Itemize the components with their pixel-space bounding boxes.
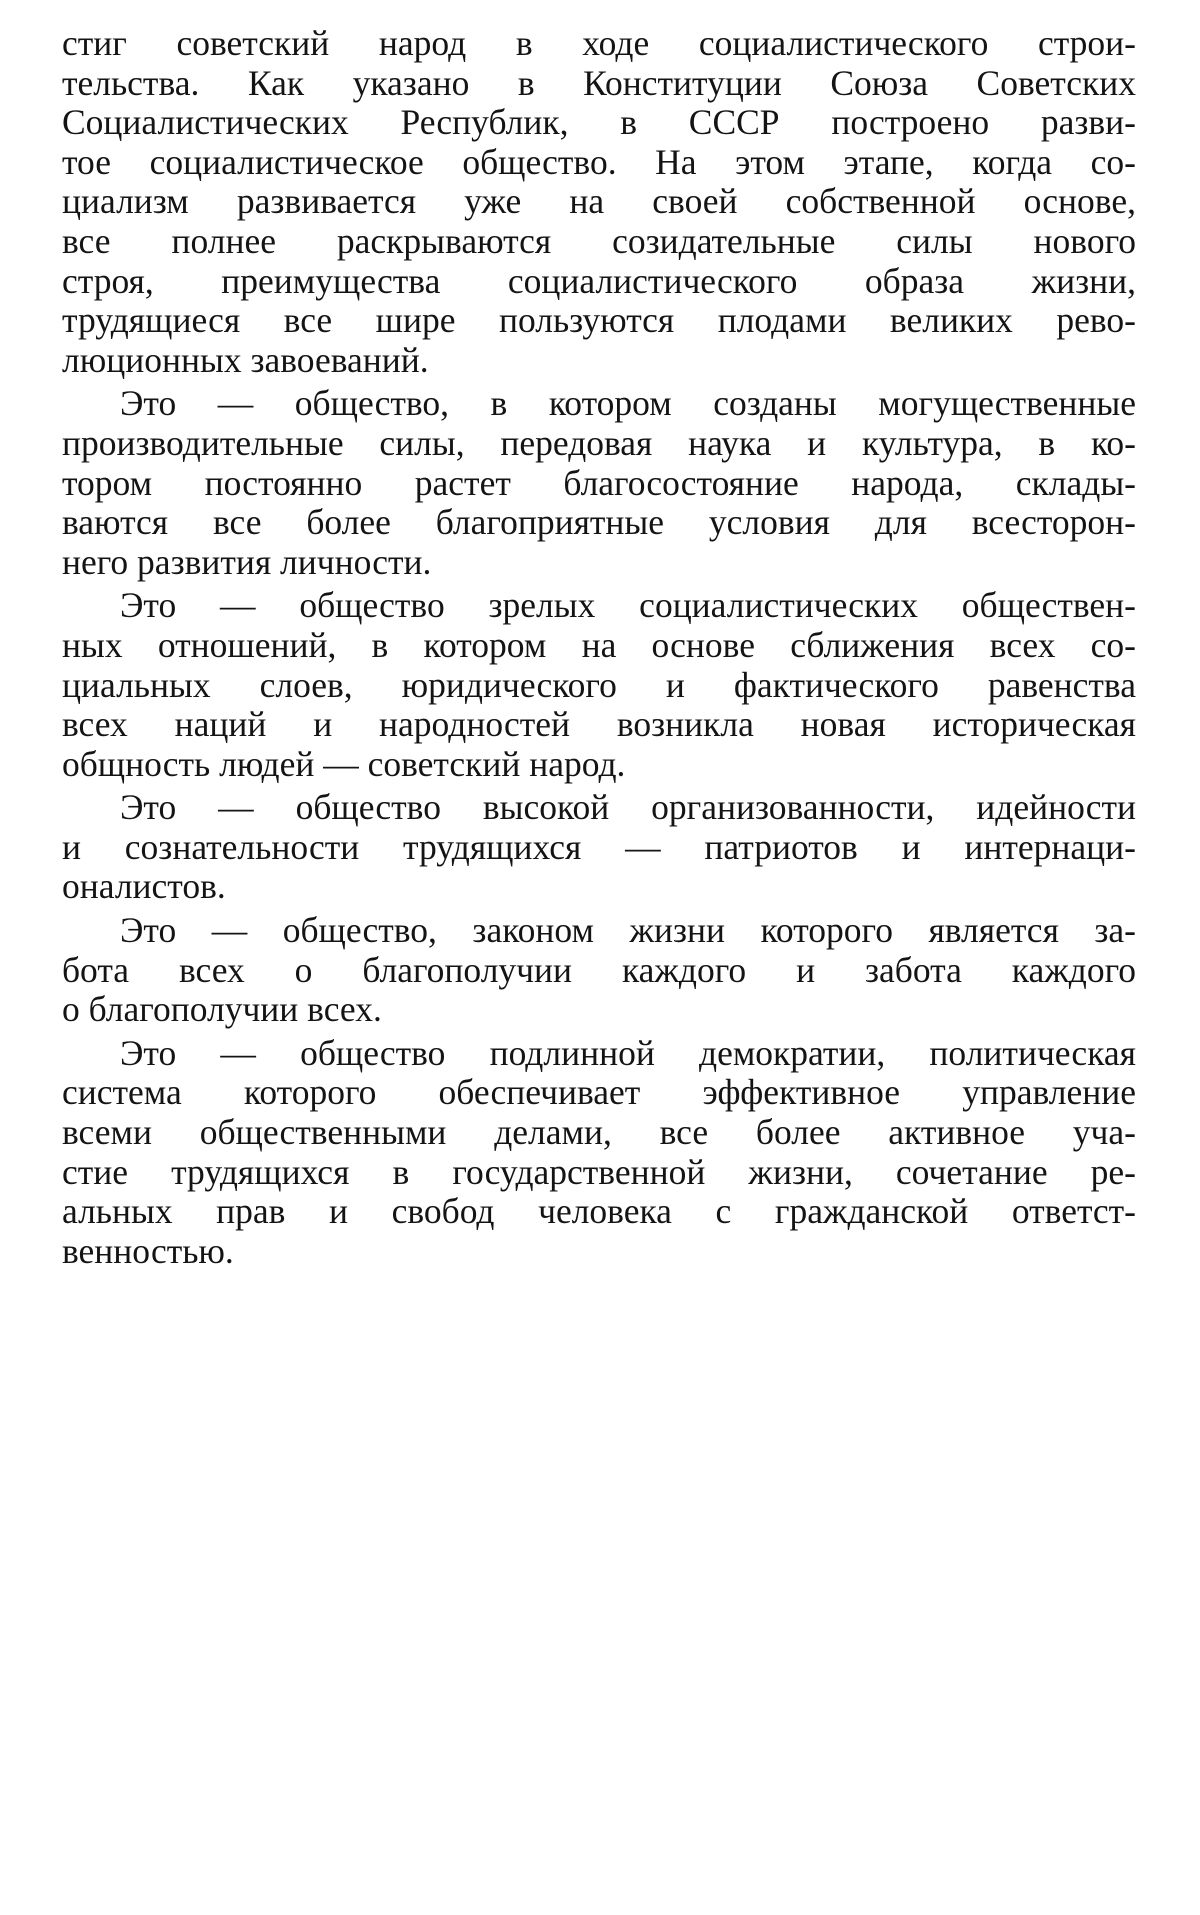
text-line: бота всех о благополучии каждого и забота каждого <box>62 949 1136 990</box>
text-line: все полнее раскрываются созидательные силы нового <box>62 220 1136 261</box>
text-line: производительные силы, передовая наука и культура, в ко- <box>62 422 1136 463</box>
text-line: общность людей — советский народ. <box>62 743 626 784</box>
paragraph-productive-forces <box>62 384 1136 582</box>
text-line: Это — общество подлинной демократии, политическая <box>120 1032 1136 1073</box>
text-line: циализм развивается уже на своей собственной основе, <box>62 181 1136 222</box>
text-line: Социалистических Республик, в СССР построено разви- <box>62 102 1136 143</box>
document-page <box>62 24 1136 1275</box>
text-line: система которого обеспечивает эффективное управление <box>62 1072 1136 1113</box>
text-line: Это — общество, в котором созданы могущественные <box>120 383 1136 424</box>
paragraph-intro <box>62 24 1136 380</box>
text-line: стие трудящихся в государственной жизни, сочетание ре- <box>62 1151 1136 1192</box>
text-line: альных прав и свобод человека с гражданской ответст- <box>62 1191 1136 1232</box>
text-line: о благополучии всех. <box>62 989 382 1030</box>
text-line: трудящиеся все шире пользуются плодами великих рево- <box>62 300 1136 341</box>
text-line: Это — общество зрелых социалистических обществен- <box>120 585 1136 626</box>
text-line: стиг советский народ в ходе социалистического строи- <box>62 23 1136 63</box>
text-line: Это — общество, законом жизни которого является за- <box>120 910 1136 951</box>
text-line: тое социалистическое общество. На этом этапе, когда со- <box>62 141 1136 182</box>
text-line: него развития личности. <box>62 541 432 582</box>
text-line: венностью. <box>62 1230 234 1271</box>
text-line: тором постоянно растет благосостояние народа, склады- <box>62 462 1136 503</box>
paragraph-social-relations <box>62 586 1136 784</box>
text-line: циальных слоев, юридического и фактического равенства <box>62 664 1136 705</box>
paragraph-welfare <box>62 911 1136 1030</box>
text-line: и сознательности трудящихся — патриотов и интернаци- <box>62 826 1136 867</box>
paragraph-organization <box>62 788 1136 907</box>
text-line: ваются все более благоприятные условия для всесторон- <box>62 502 1136 543</box>
text-line: Это — общество высокой организованности, идейности <box>120 787 1136 828</box>
text-line: всеми общественными делами, все более активное уча- <box>62 1112 1136 1153</box>
text-line: тельства. Как указано в Конституции Союза Советских <box>62 62 1136 103</box>
text-line: люционных завоеваний. <box>62 339 429 380</box>
text-line: оналистов. <box>62 866 226 907</box>
text-line: ных отношений, в котором на основе сближения всех со- <box>62 624 1136 665</box>
paragraph-democracy <box>62 1034 1136 1272</box>
text-line: строя, преимущества социалистического образа жизни, <box>62 260 1136 301</box>
text-line: всех наций и народностей возникла новая историческая <box>62 704 1136 745</box>
